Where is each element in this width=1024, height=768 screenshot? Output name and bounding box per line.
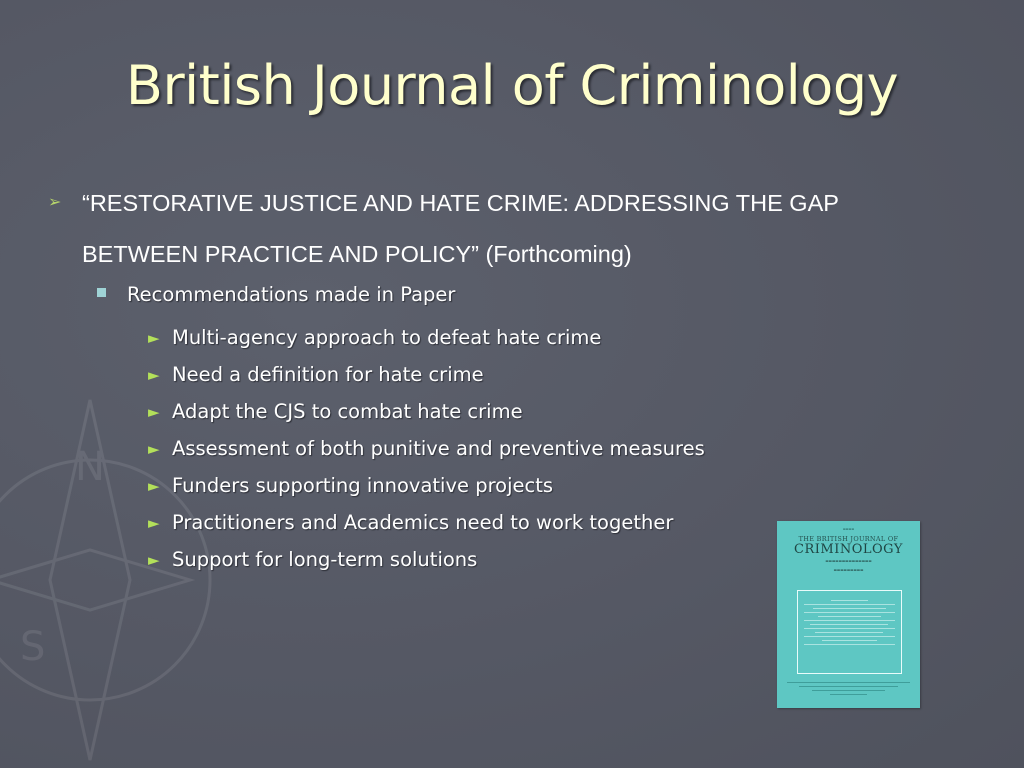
list-item: [148, 319, 705, 356]
triangle-bullet-icon: ►: [148, 365, 160, 384]
triangle-bullet-icon: ►: [148, 476, 160, 495]
triangle-bullet-icon: ►: [148, 513, 160, 532]
triangle-bullet-icon: ►: [148, 402, 160, 421]
bullet-level1: [48, 183, 948, 280]
list-item: [148, 541, 705, 578]
triangle-bullet-icon: ►: [148, 550, 160, 569]
recommendations-list: [148, 319, 705, 578]
cover-top-text: ▬▬▬▬: [842, 527, 855, 531]
triangle-bullet-icon: ►: [148, 328, 160, 347]
list-item-text: Adapt the CJS to combat hate crime: [172, 400, 523, 423]
list-item: [148, 430, 705, 467]
bullet-level2: [97, 283, 455, 306]
paper-title-text: “RESTORATIVE JUSTICE AND HATE CRIME: ADDRESSING THE GAP BETWEEN PRACTICE AND POLICY” (Forthcoming): [82, 190, 839, 267]
triangle-bullet-icon: ►: [148, 439, 160, 458]
svg-text:S: S: [20, 624, 46, 670]
arrow-bullet-icon: ➢: [48, 192, 62, 211]
list-item-text: Support for long-term solutions: [172, 548, 478, 571]
list-item: [148, 393, 705, 430]
list-item-text: Need a definition for hate crime: [172, 363, 484, 386]
list-item-text: Assessment of both punitive and preventive measures: [172, 437, 705, 460]
list-item: [148, 467, 705, 504]
svg-text:N: N: [75, 444, 105, 490]
list-item: [148, 356, 705, 393]
slide-title: British Journal of Criminology: [125, 54, 899, 117]
cover-volume-lines: ▬▬▬▬▬▬▬▬▬: [833, 568, 864, 572]
list-item-text: Funders supporting innovative projects: [172, 474, 554, 497]
cover-footer-lines: [787, 679, 910, 698]
cover-contents-box: [797, 590, 902, 674]
cover-header: THE BRITISH JOURNAL OF: [798, 535, 899, 543]
cover-title: CRIMINOLOGY: [794, 542, 903, 557]
list-item: [148, 504, 705, 541]
list-item-text: Practitioners and Academics need to work together: [172, 511, 674, 534]
journal-cover-image: [777, 521, 920, 708]
square-bullet-icon: [97, 288, 106, 297]
recommendations-heading: Recommendations made in Paper: [127, 283, 456, 306]
list-item-text: Multi-agency approach to defeat hate crime: [172, 326, 602, 349]
cover-subtitle-lines: ▬▬▬▬▬▬▬▬▬▬▬▬▬▬: [825, 559, 872, 563]
